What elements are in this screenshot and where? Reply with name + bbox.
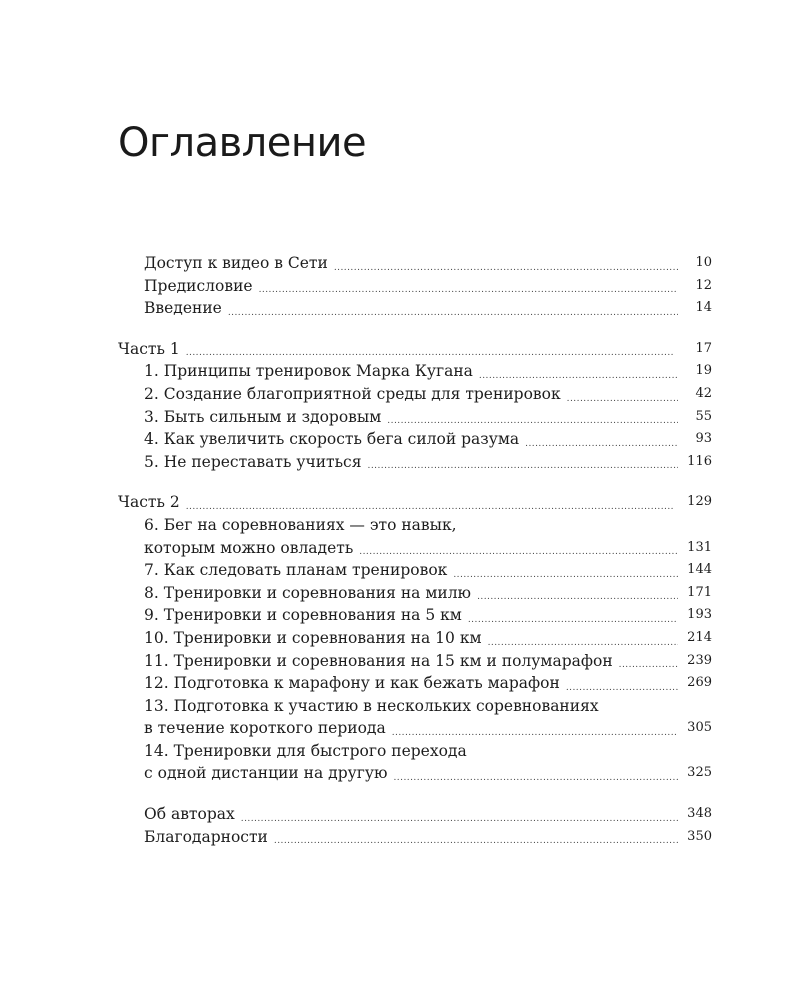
toc-page-number: 348	[687, 806, 712, 822]
dot-leader	[567, 383, 678, 406]
table-of-contents	[118, 252, 712, 866]
toc-entry-label: в течение короткого периода	[144, 719, 386, 738]
toc-page-number: 12	[695, 277, 712, 293]
toc-entry-part-1[interactable]	[118, 338, 712, 361]
toc-entry-chapter-6[interactable]	[118, 537, 712, 560]
toc-page-number: 193	[687, 607, 712, 623]
dot-leader	[228, 297, 678, 320]
toc-entry-label: с одной дистанции на другую	[144, 764, 388, 783]
toc-entry-label: 10. Тренировки и соревнования на 10 км	[144, 628, 482, 647]
toc-page-number: 116	[687, 453, 712, 469]
toc-entry-label: Введение	[144, 299, 222, 318]
toc-entry-label: которым можно овладеть	[144, 538, 354, 557]
toc-page-number: 93	[695, 431, 712, 447]
dot-leader	[241, 803, 678, 826]
toc-page-number: 17	[695, 340, 712, 356]
back-matter-group	[118, 803, 712, 848]
dot-leader	[479, 360, 678, 383]
toc-page-number: 55	[695, 408, 712, 424]
toc-entry-label: Предисловие	[144, 276, 253, 295]
toc-entry-chapter-10[interactable]	[118, 627, 712, 650]
dot-leader	[566, 672, 678, 695]
dot-leader	[359, 537, 678, 560]
dot-leader	[387, 406, 678, 429]
toc-entry-label: 9. Тренировки и соревнования на 5 км	[144, 606, 462, 625]
toc-entry-chapter-4[interactable]	[118, 428, 712, 451]
toc-page-number: 42	[695, 385, 712, 401]
toc-page-number: 144	[687, 562, 712, 578]
page-title: Оглавление	[118, 119, 367, 166]
toc-entry-chapter-6-line-1[interactable]: 6. Бег на соревнованиях — это навык,	[144, 515, 457, 534]
dot-leader	[453, 559, 678, 582]
toc-entry-chapter-14[interactable]	[118, 762, 712, 785]
toc-page-number: 305	[687, 720, 712, 736]
toc-entry-chapter-2[interactable]	[118, 383, 712, 406]
toc-entry-chapter-11[interactable]	[118, 650, 712, 673]
toc-entry-label: Доступ к видео в Сети	[144, 254, 328, 272]
dot-leader	[334, 252, 678, 275]
toc-part-label: Часть 2	[118, 493, 180, 512]
dot-leader	[477, 582, 678, 605]
toc-entry-acknowledgements[interactable]	[118, 826, 712, 849]
toc-page-number: 19	[695, 363, 712, 379]
toc-entry-label: 1. Принципы тренировок Марка Кугана	[144, 362, 473, 381]
toc-entry-label: 2. Создание благоприятной среды для тренировок	[144, 384, 561, 403]
toc-entry-part-2[interactable]	[118, 491, 712, 514]
toc-page-number: 14	[695, 300, 712, 316]
toc-page-number: 350	[687, 828, 712, 844]
dot-leader	[488, 627, 678, 650]
toc-entry-label: 4. Как увеличить скорость бега силой разума	[144, 430, 520, 449]
toc-page-number: 325	[687, 765, 712, 781]
dot-leader	[259, 275, 678, 298]
toc-entry-chapter-7[interactable]	[118, 559, 712, 582]
toc-entry-chapter-13[interactable]	[118, 717, 712, 740]
toc-page-number: 239	[687, 652, 712, 668]
dot-leader	[368, 451, 678, 474]
toc-page-number: 214	[687, 629, 712, 645]
toc-entry-video-access[interactable]	[118, 252, 712, 275]
toc-page-number: 131	[687, 539, 712, 555]
dot-leader	[186, 491, 678, 514]
toc-entry-label: 7. Как следовать планам тренировок	[144, 561, 448, 580]
dot-leader	[619, 650, 678, 673]
toc-entry-chapter-1[interactable]	[118, 360, 712, 383]
toc-entry-about-authors[interactable]	[118, 803, 712, 826]
toc-entry-label: 5. Не переставать учиться	[144, 452, 362, 471]
dot-leader	[525, 428, 678, 451]
toc-entry-chapter-14-line-1[interactable]: 14. Тренировки для быстрого перехода	[144, 741, 467, 760]
toc-entry-label: 11. Тренировки и соревнования на 15 км и полумарафон	[144, 651, 613, 670]
dot-leader	[393, 762, 678, 785]
dot-leader	[186, 338, 678, 361]
part-1-group	[118, 338, 712, 474]
toc-page-number: 269	[687, 675, 712, 691]
toc-entry-chapter-3[interactable]	[118, 406, 712, 429]
toc-entry-foreword[interactable]	[118, 275, 712, 298]
toc-entry-chapter-13-line-1[interactable]: 13. Подготовка к участию в нескольких соревнованиях	[144, 696, 599, 715]
dot-leader	[392, 717, 678, 740]
toc-entry-chapter-12[interactable]	[118, 672, 712, 695]
dot-leader	[274, 826, 678, 849]
toc-page-number: 10	[695, 255, 712, 270]
toc-entry-label: Благодарности	[144, 827, 268, 846]
toc-part-label: Часть 1	[118, 339, 180, 358]
toc-page-number: 129	[687, 494, 712, 510]
toc-entry-chapter-5[interactable]	[118, 451, 712, 474]
toc-entry-label: 8. Тренировки и соревнования на милю	[144, 583, 472, 602]
front-matter-group	[118, 252, 712, 320]
toc-entry-label: 12. Подготовка к марафону и как бежать марафон	[144, 674, 560, 693]
toc-page-number: 171	[687, 584, 712, 600]
toc-entry-introduction[interactable]	[118, 297, 712, 320]
toc-entry-label: 3. Быть сильным и здоровым	[144, 407, 382, 426]
toc-entry-label: Об авторах	[144, 805, 235, 824]
toc-entry-chapter-8[interactable]	[118, 582, 712, 605]
toc-entry-chapter-9[interactable]	[118, 604, 712, 627]
dot-leader	[468, 604, 678, 627]
part-2-group	[118, 491, 712, 785]
